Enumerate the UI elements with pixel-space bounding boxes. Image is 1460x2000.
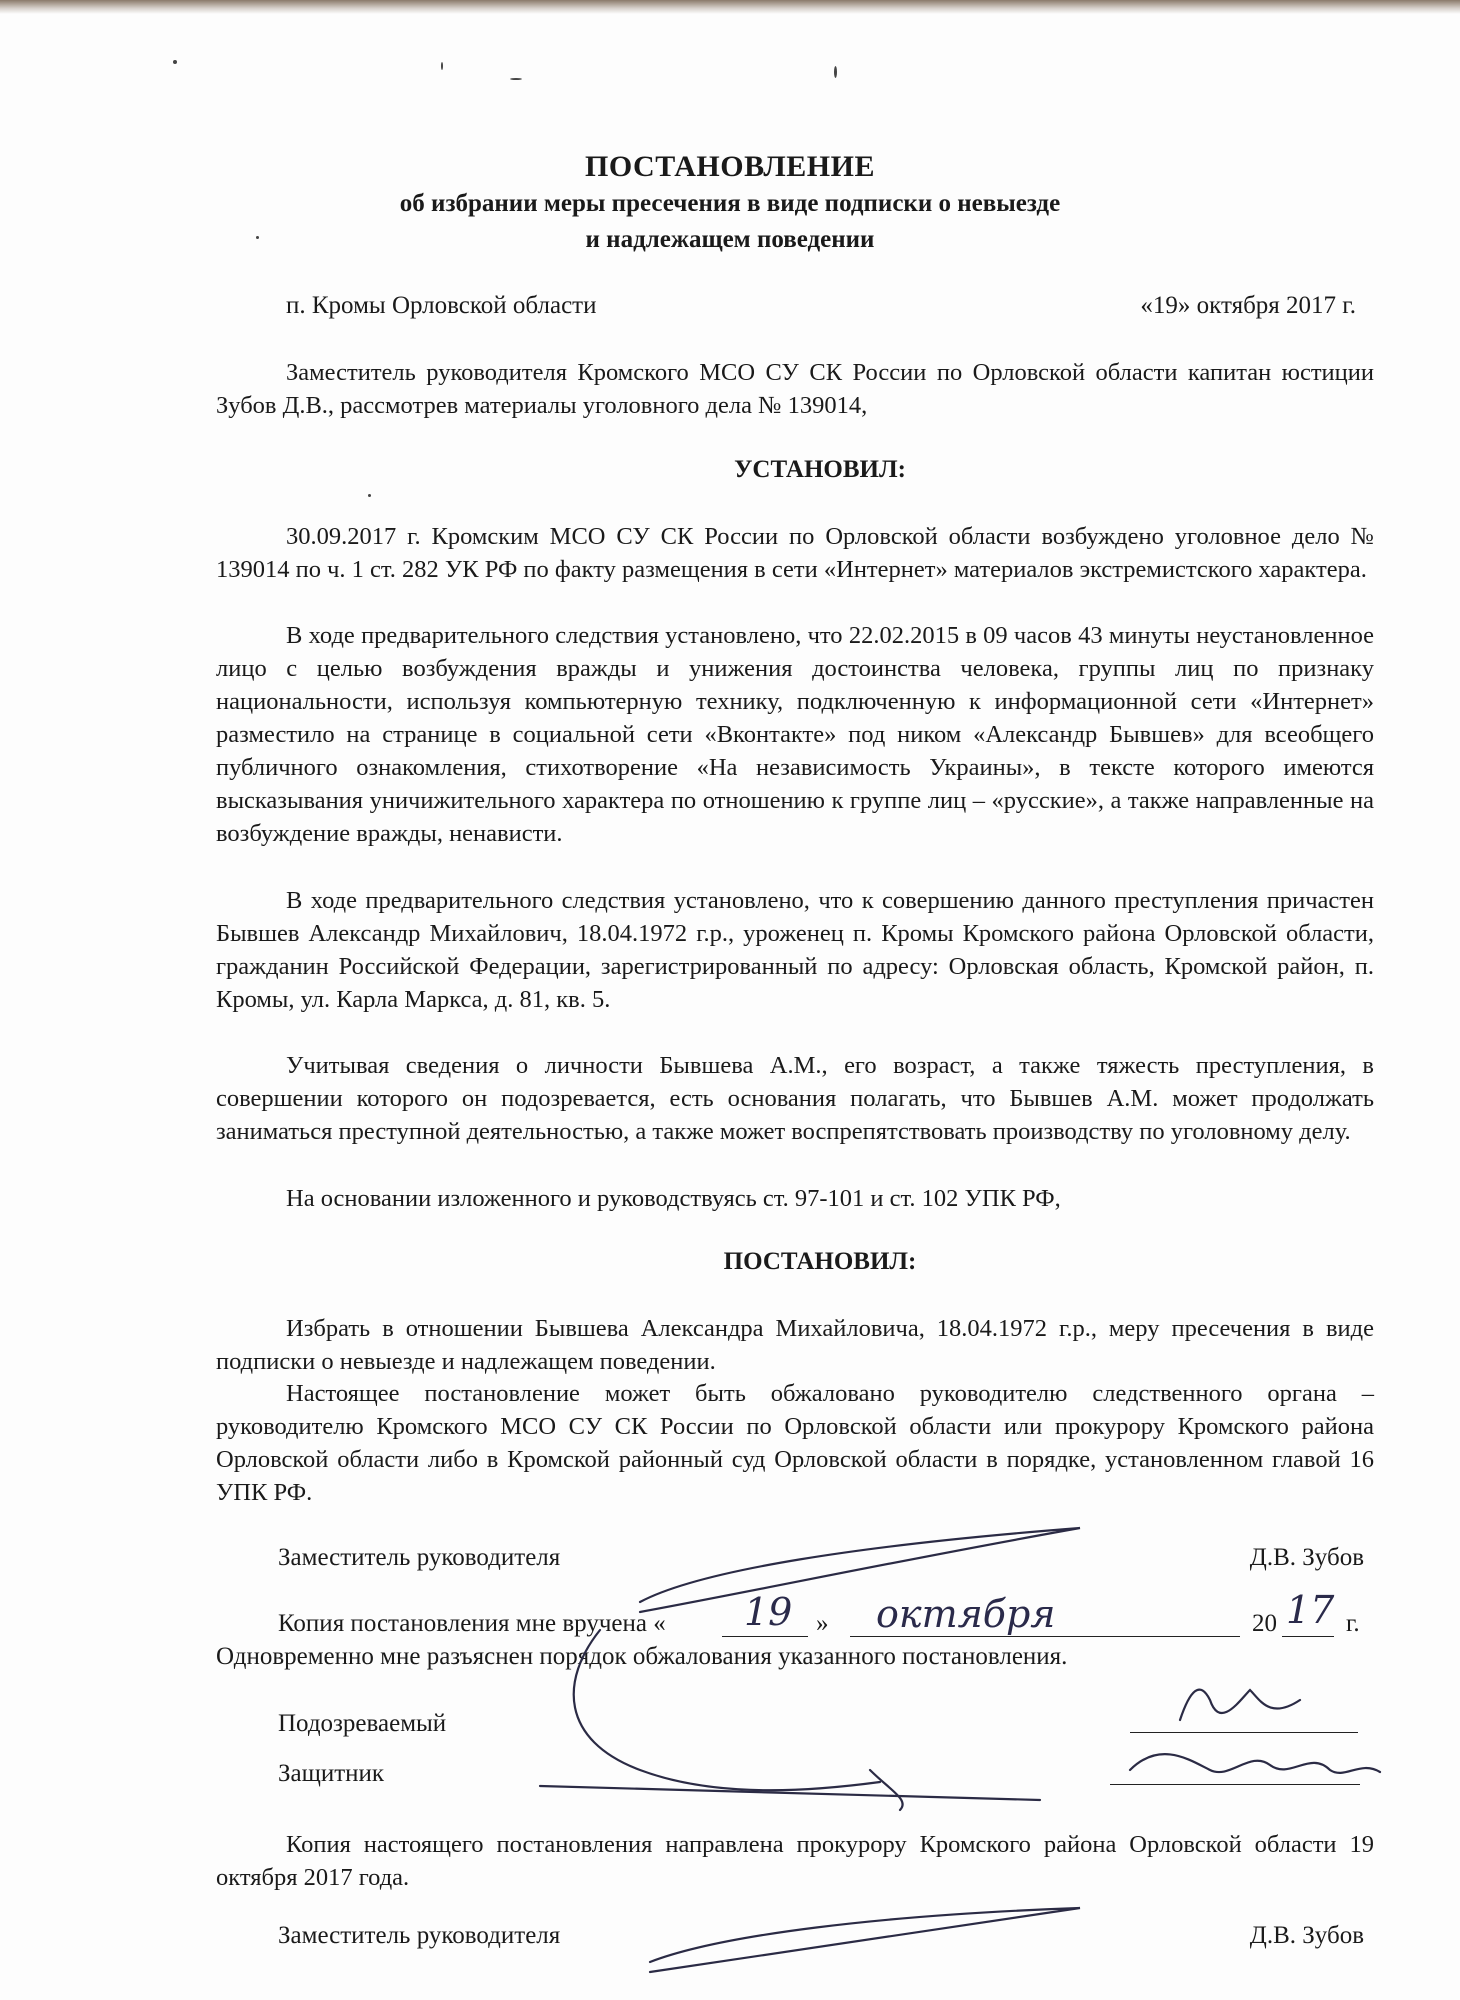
document-subtitle-line1: об избрании меры пресечения в виде подписки о невыезде xyxy=(399,190,1061,217)
document-place: п. Кромы Орловской области xyxy=(286,292,597,319)
signature1-loop xyxy=(574,1630,880,1790)
intro-paragraph: Заместитель руководителя Кромского МСО СУ СК России по Орловской области капитан юстиции Зубов Д.В., рассмотрев материалы уголовного дела № 139014, xyxy=(216,359,1374,419)
established-paragraph-5: На основании изложенного и руководствуясь ст. 97-101 и ст. 102 УПК РФ, xyxy=(286,1185,1061,1212)
handwritten-month: октября xyxy=(876,1592,1056,1636)
handwritten-year: 17 xyxy=(1286,1588,1335,1632)
resolved-paragraph-1: Избрать в отношении Бывшева Александра Михайловича, 18.04.1972 г.р., меру пресечения в виде подписки о невыезде и надлежащем поведении. xyxy=(216,1315,1374,1375)
established-paragraph-3: В ходе предварительного следствия установлено, что к совершению данного преступления причастен Бывшев Александр Михайлович, 18.04.1972 г.р., уроженец п. Кромы Кромского района Орловской области, гражданин Российской Федерации, зарегистрированный по адресу: Орловская область, Кромской район, п. Кромы, ул. Карла Маркса, д. 81, кв. 5. xyxy=(216,887,1374,1013)
year-suffix: г. xyxy=(1346,1610,1360,1637)
signature2-role: Заместитель руководителя xyxy=(278,1922,561,1949)
document-date: «19» октября 2017 г. xyxy=(1140,292,1356,319)
copy-received-prefix: Копия постановления мне вручена « xyxy=(278,1610,666,1637)
signature1-scrawl xyxy=(640,1528,1080,1612)
appeal-explained-note: Одновременно мне разъяснен порядок обжалования указанного постановления. xyxy=(216,1643,1068,1670)
suspect-label: Подозреваемый xyxy=(278,1710,447,1737)
signature1-name: Д.В. Зубов xyxy=(1249,1544,1364,1571)
established-paragraph-4: Учитывая сведения о личности Бывшева А.М., его возраст, а также тяжесть преступления, в совершении которого он подозревается, есть основания полагать, что Бывшев А.М. может продолжать заниматься преступной деятельностью, а также может воспрепятствовать производству по уголовному делу. xyxy=(216,1052,1374,1145)
year-prefix: 20 xyxy=(1252,1610,1277,1637)
copy-received-mid: » xyxy=(816,1610,829,1637)
resolved-paragraph-2: Настоящее постановление может быть обжаловано руководителю следственного органа – руководителю Кромского МСО СУ СК России по Орловской области или прокурору Кромского района Орловской области либо в Кромской районный суд Орловской области в порядке, установленном главой 16 УПК РФ. xyxy=(216,1380,1374,1506)
established-paragraph-2: В ходе предварительного следствия установлено, что 22.02.2015 в 09 часов 43 минуты неустановленное лицо с целью возбуждения вражды и унижения достоинства человека, группы лиц по признаку национальности, используя компьютерную технику, подключенную к информационной сети «Интернет» разместило на странице в социальной сети «Вконтакте» под ником «Александр Бывшев» для всеобщего публичного ознакомления, стихотворение «На независимость Украины», в тексте которого имеются высказывания уничижительного характера по отношению к группе лиц – «русские», а также направленные на возбуждение вражды, ненависти. xyxy=(216,622,1374,847)
handwritten-day: 19 xyxy=(744,1590,793,1634)
copy-sent-paragraph: Копия настоящего постановления направлена прокурору Кромского района Орловской области 19 октября 2017 года. xyxy=(216,1831,1374,1891)
signature2-scrawl xyxy=(650,1908,1080,1972)
suspect-signature-scrawl xyxy=(1180,1690,1300,1720)
resolved-heading: ПОСТАНОВИЛ: xyxy=(723,1248,917,1275)
signature2-name: Д.В. Зубов xyxy=(1249,1922,1364,1949)
signature1-tail xyxy=(870,1770,903,1810)
document-subtitle-line2: и надлежащем поведении xyxy=(585,226,875,253)
defender-label: Защитник xyxy=(278,1760,385,1787)
defender-signature-scrawl xyxy=(1130,1754,1380,1773)
established-paragraph-1: 30.09.2017 г. Кромским МСО СУ СК России по Орловской области возбуждено уголовное дело № 139014 по ч. 1 ст. 282 УК РФ по факту размещения в сети «Интернет» материалов экстремистского характера. xyxy=(216,523,1374,583)
signature1-role: Заместитель руководителя xyxy=(278,1544,561,1571)
document-title: ПОСТАНОВЛЕНИЕ xyxy=(585,150,875,183)
established-heading: УСТАНОВИЛ: xyxy=(734,456,906,483)
signature1-stroke xyxy=(540,1786,1040,1800)
